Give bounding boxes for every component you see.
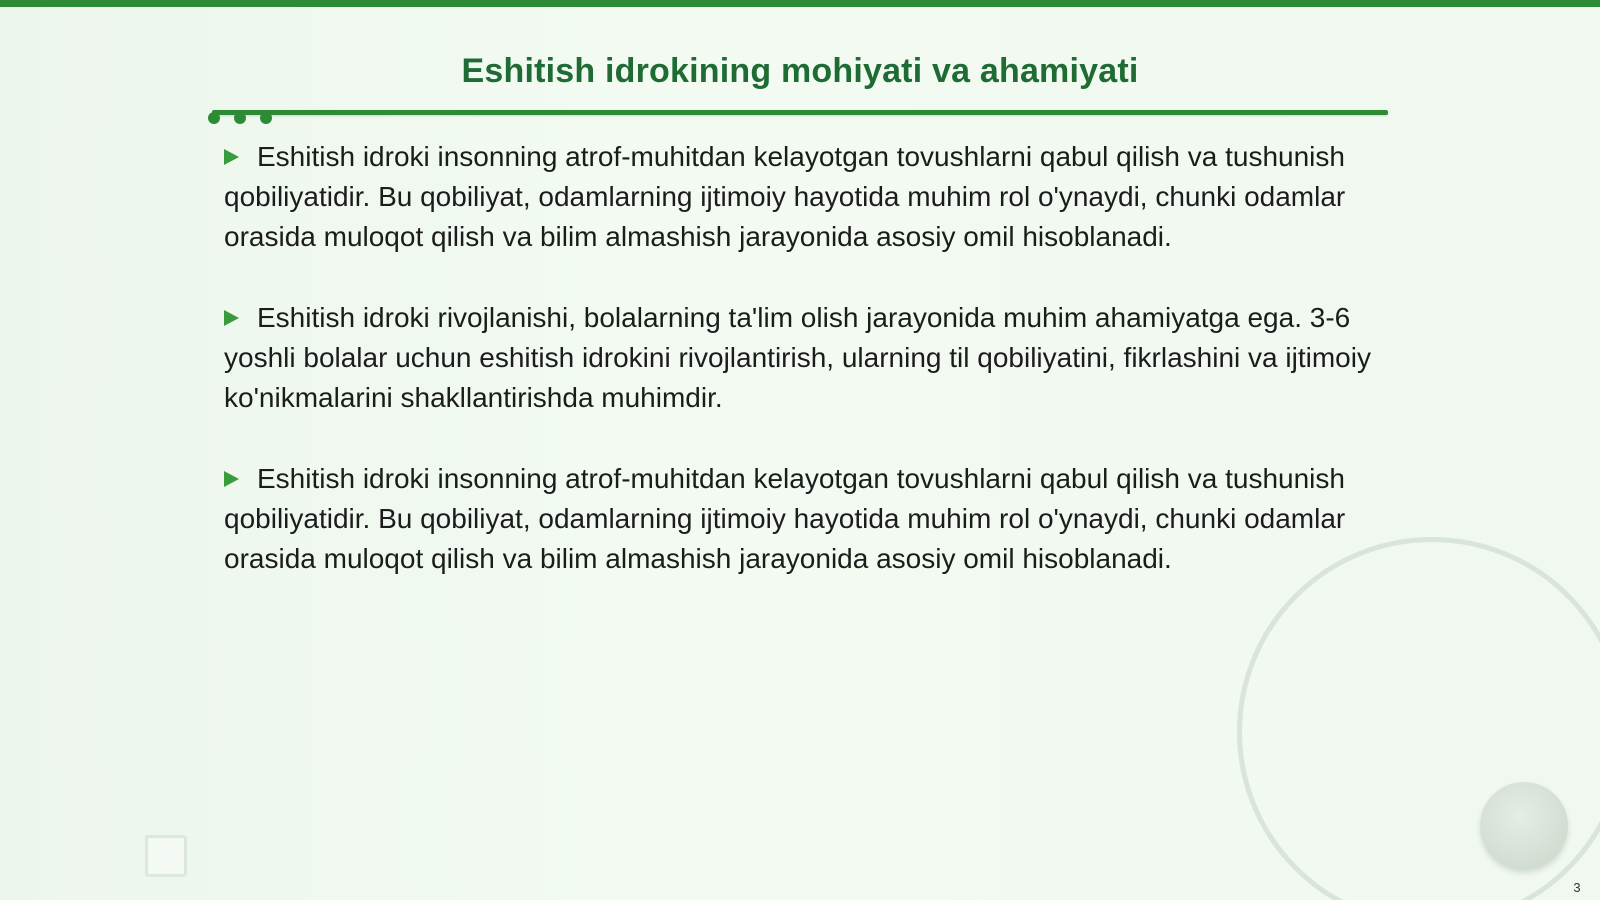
slide-title: Eshitish idrokining mohiyati va ahamiyati	[461, 52, 1139, 90]
title-underline	[212, 110, 1388, 115]
bullet-text: Eshitish idroki insonning atrof-muhitdan kelayotgan tovushlarni qabul qilish va tushunish qobiliyatidir. Bu qobiliyat, odamlarning ijtimoiy hayotida muhim rol o'ynaydi, chunki odamlar orasida muloqot qilish va bilim almashish jarayonida asosiy omil hisoblanadi.	[224, 463, 1346, 574]
triangle-bullet-icon	[224, 471, 239, 487]
top-accent-bar	[0, 0, 1600, 7]
bullet-text: Eshitish idroki insonning atrof-muhitdan kelayotgan tovushlarni qabul qilish va tushunish qobiliyatidir. Bu qobiliyat, odamlarning ijtimoiy hayotida muhim rol o'ynaydi, chunki odamlar orasida muloqot qilish va bilim almashish jarayonida asosiy omil hisoblanadi.	[224, 141, 1346, 252]
bullet-item	[224, 137, 1374, 257]
decorative-circle	[1480, 782, 1568, 870]
page-number: 3	[1573, 880, 1581, 895]
underline-dot	[260, 112, 272, 124]
decorative-square	[145, 835, 187, 877]
bullet-list	[224, 137, 1374, 620]
triangle-bullet-icon	[224, 149, 239, 165]
bullet-item	[224, 459, 1374, 579]
underline-dot	[234, 112, 246, 124]
bullet-text: Eshitish idroki rivojlanishi, bolalarning ta'lim olish jarayonida muhim ahamiyatga ega. 3-6 yoshli bolalar uchun eshitish idrokini rivojlantirish, ularning til qobiliyatini, fikrlashini va ijtimoiy ko'nikmalarini shakllantirishda muhimdir.	[224, 302, 1371, 413]
triangle-bullet-icon	[224, 310, 239, 326]
bullet-item	[224, 298, 1374, 418]
underline-dot	[208, 112, 220, 124]
